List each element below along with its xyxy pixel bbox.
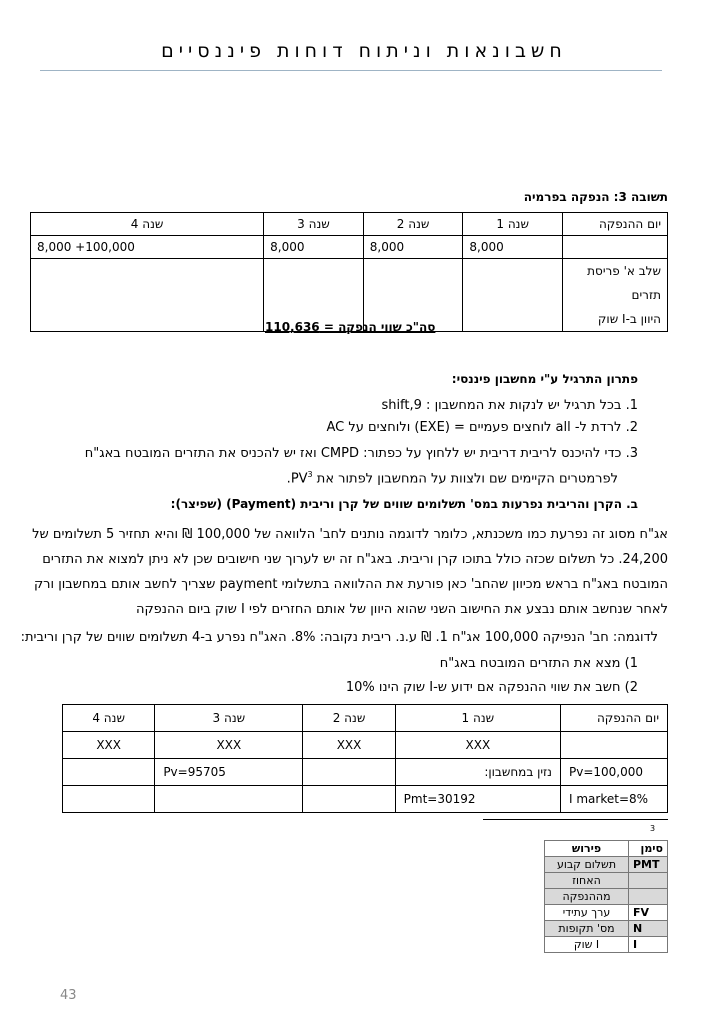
footnote-symbol: N (629, 921, 668, 937)
paragraph-line: לאחר שנחשב אותם נבצע את החישוב השני שהוא היוון של אותם החזרים לפי I שוק ביום ההנפקה (135, 602, 668, 617)
footnote-meaning: מההנפקה (545, 889, 629, 905)
footnote-symbol: PMT (629, 857, 668, 873)
table2-header-issue-day: יום ההנפקה (561, 705, 668, 732)
step-2 (327, 420, 639, 435)
page-number: 43 (60, 988, 77, 1003)
answer-title: תשובה 3: הנפקה בפרמיה (523, 190, 668, 204)
step-label-b: היוון ב-I שוק (597, 312, 661, 326)
task-number: 1) (624, 656, 638, 671)
table1-header-year3: שנה 3 (264, 213, 364, 236)
task-text: מצא את התזרים המובטח באג"ח (439, 656, 621, 671)
table2-cell (63, 759, 155, 786)
table2-header-year4: שנה 4 (63, 705, 155, 732)
step-text: בכל תרגיל יש לנקות את המחשבון : shift,9 (381, 398, 622, 413)
table1-cell: 8,000 (264, 236, 364, 259)
footnote-symbol (629, 873, 668, 889)
table2-header-year3: שנה 3 (155, 705, 303, 732)
payment-bond-table (62, 704, 668, 813)
table2-cell: Pmt=30192 (395, 786, 560, 813)
footnote-number: 3 (650, 824, 656, 833)
step-number: 1. (625, 398, 638, 413)
section-b-title: ב. הקרן והריבית נפרעות במס' תשלומים שווים של קרן וריבית (Payment) (שפיצר): (170, 497, 638, 511)
table2-cell: Pv=95705 (155, 759, 303, 786)
table1-cell (563, 236, 668, 259)
table1-cell: 100,000+ 8,000 (31, 236, 264, 259)
task-number: 2) (624, 680, 638, 695)
task-text: חשב את שווי ההנפקה אם ידוע ש-I שוק הינו 10% (345, 680, 621, 695)
paragraph-line: 24,200. כל תשלום שכזה כולל בתוכו קרן וריבית. באג"ח זה יש לערוך שני חישובים שכן לא ניתן למצוא את התזרים (42, 552, 668, 567)
footnote-meaning: I שוק (545, 937, 629, 953)
table2-header-year1: שנה 1 (395, 705, 560, 732)
step-label-a: שלב א' פריסת תזרים (587, 264, 661, 302)
footnote-symbol: I (629, 937, 668, 953)
task-2 (346, 680, 638, 695)
calculator-solution-title: פתרון התרגיל ע"י מחשבון פיננסי: (451, 372, 638, 386)
issuance-cashflow-table (30, 212, 668, 332)
table1-header-year4: שנה 4 (31, 213, 264, 236)
footnote-divider (483, 819, 668, 820)
footnote-header-symbol: סימן (629, 841, 668, 857)
table2-cell: I market=8% (561, 786, 668, 813)
table2-header-year2: שנה 2 (303, 705, 395, 732)
footnote-meaning: האחוז (545, 873, 629, 889)
footnote-symbol-table (544, 840, 668, 953)
step-text: כדי להיכנס לריבית דריבית יש ללחוץ על כפתור: CMPD ואז יש להכניס את התזרים המובטח באג"ח (84, 446, 622, 461)
step-1 (381, 398, 638, 413)
footnote-meaning: ערך עתידי (545, 905, 629, 921)
example-text: לדוגמה: חב' הנפיקה 100,000 אג"ח 1. ₪ ע.נ. ריבית נקובה: 8%. האג"ח נפרע ב-4 תשלומים שווים של קרן וריבית: (20, 630, 658, 645)
table1-header-year1: שנה 1 (463, 213, 563, 236)
paragraph-line: המובטח באג"ח בראש מכיוון שהחב' כאן פורעת את ההלוואה בתשלומי payment שצריך לחשב אותם במחשבון ורק (33, 577, 668, 592)
table2-cell: XXX (155, 732, 303, 759)
step-3 (85, 446, 638, 461)
table1-step-label (563, 259, 668, 332)
task-1 (440, 656, 638, 671)
table1-header-year2: שנה 2 (363, 213, 463, 236)
page-header-title: חשבונאות וניתוח דוחות פיננסיים (161, 40, 567, 62)
step-3-continuation: לפרמטרים הקיימים שם ולצוות על המחשבון לפתור את $PV^3$. (286, 470, 618, 487)
table2-cell (561, 732, 668, 759)
table2-cell (63, 786, 155, 813)
paragraph-line: אג"ח מסוג זה נפרעת כמו משכנתא, כלומר לדוגמה נותנים לחב' הלוואה של 100,000 ₪ והיא תחזיר 5 תשלומים של (32, 527, 668, 542)
table2-cell: XXX (63, 732, 155, 759)
table2-cell: XXX (303, 732, 395, 759)
table2-cell: נזין במחשבון: (395, 759, 560, 786)
footnote-ref: 3 (307, 470, 313, 479)
table1-cell (31, 259, 264, 332)
step-number: 2. (625, 420, 638, 435)
footnote-symbol: FV (629, 905, 668, 921)
total-issuance-value: סה"כ שווי הנפקה = 110,636 (265, 320, 436, 334)
table2-cell: XXX (395, 732, 560, 759)
table2-cell (155, 786, 303, 813)
footnote-meaning: תשלום קבוע (545, 857, 629, 873)
footnote-symbol (629, 889, 668, 905)
table2-cell (303, 759, 395, 786)
footnote-header-meaning: פירוש (545, 841, 629, 857)
footnote-meaning: מס' תקופות (545, 921, 629, 937)
step-3-continuation-text: לפרמטרים הקיימים שם ולצוות על המחשבון לפתור את PV (290, 471, 618, 487)
step-number: 3. (625, 446, 638, 461)
table1-cell: 8,000 (363, 236, 463, 259)
table1-cell: 8,000 (463, 236, 563, 259)
table2-cell: Pv=100,000 (561, 759, 668, 786)
header-divider (40, 70, 662, 71)
table2-cell (303, 786, 395, 813)
table1-header-issue-day: יום ההנפקה (563, 213, 668, 236)
section-b-paragraph (32, 522, 668, 622)
step-text: לרדת ל- all לוחצים פעמיים = (EXE) ולוחצים על AC (326, 420, 622, 435)
table1-cell (463, 259, 563, 332)
